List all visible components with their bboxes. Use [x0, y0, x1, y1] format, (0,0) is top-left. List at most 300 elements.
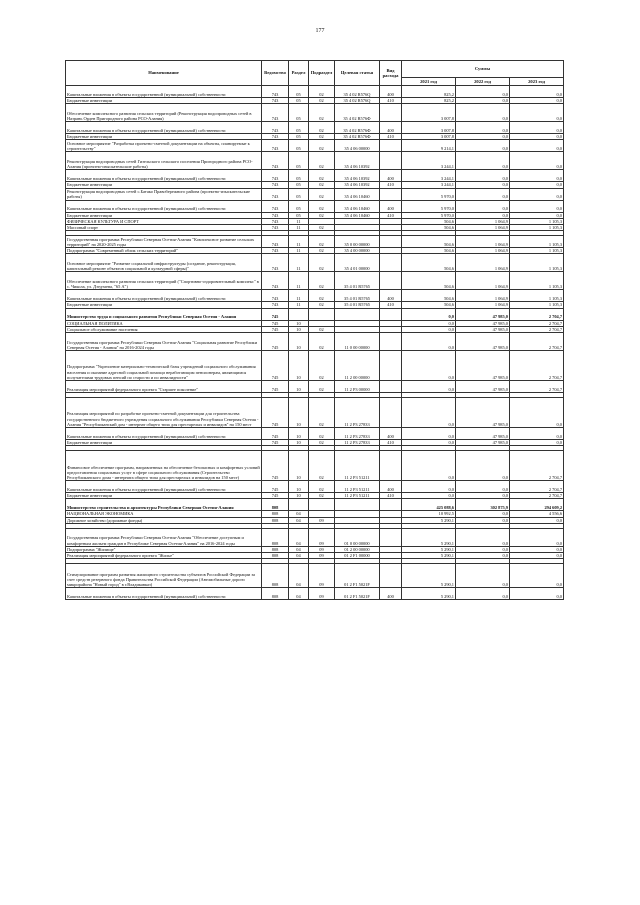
- cell-sum-2022: 1 064,9: [456, 248, 510, 254]
- cell-sum-2023: 2 704,7: [510, 333, 564, 351]
- cell-name: Бюджетные инвестиции: [66, 302, 262, 308]
- cell-target-article: 11 2 P3 51211: [335, 451, 380, 481]
- cell-section: 05: [289, 170, 309, 182]
- cell-ministry: 745: [262, 398, 289, 428]
- cell-sum-2022: 0,0: [456, 140, 510, 152]
- cell-section: 05: [289, 104, 309, 122]
- cell-sum-2021: 5 970,0: [402, 212, 456, 218]
- cell-subsection: 02: [309, 428, 335, 440]
- cell-ministry: 745: [262, 333, 289, 351]
- cell-ministry: 808: [262, 553, 289, 559]
- cell-name: Министерство строительства и архитектуры Республики Северная Осетия-Алания: [66, 499, 262, 511]
- cell-sum-2022: 0,0: [456, 511, 510, 517]
- cell-target-article: 35 4 06 10392: [335, 182, 380, 188]
- cell-sum-2021: 0,0: [402, 481, 456, 493]
- cell-sum-2022: 1 064,9: [456, 302, 510, 308]
- cell-ministry: 745: [262, 351, 289, 381]
- cell-subsection: [309, 308, 335, 320]
- cell-ministry: 743: [262, 134, 289, 140]
- cell-sum-2022: 0,0: [456, 517, 510, 523]
- table-row: [66, 170, 564, 182]
- cell-subsection: 02: [309, 381, 335, 393]
- cell-sum-2021: 3 244,1: [402, 170, 456, 182]
- cell-sum-2021: 504,6: [402, 225, 456, 231]
- cell-sum-2021: 825,2: [402, 98, 456, 104]
- cell-name: Обеспечение комплексного развития сельских территорий (Реконструкция водопроводных сетей в Назрань Орден Пригородного района РСО-Алания): [66, 104, 262, 122]
- cell-ministry: 745: [262, 428, 289, 440]
- cell-target-article: 11 2 P3 27833: [335, 440, 380, 446]
- header-expense-type: Вид расхода: [380, 61, 402, 86]
- cell-target-article: 11 2 P3 27833: [335, 398, 380, 428]
- header-year-2021: 2021 год: [402, 78, 456, 86]
- cell-sum-2023: 0,0: [510, 86, 564, 98]
- cell-expense-type: [380, 451, 402, 481]
- cell-sum-2021: 3 007,8: [402, 134, 456, 140]
- header-year-2023: 2023 год: [510, 78, 564, 86]
- cell-name: Основное мероприятие "Развитие социальной инфраструктуры (создание, реконструкция, капитальный ремонт объектов социальной и культурной сферы)": [66, 254, 262, 272]
- cell-section: 11: [289, 218, 309, 224]
- cell-target-article: [335, 499, 380, 511]
- cell-target-article: 35 4 06 10460: [335, 212, 380, 218]
- cell-ministry: 743: [262, 248, 289, 254]
- cell-name: Капитальные вложения в объекты государственной (муниципальной) собственности: [66, 122, 262, 134]
- cell-subsection: [309, 499, 335, 511]
- cell-section: 05: [289, 152, 309, 170]
- cell-sum-2021: 0,0: [402, 428, 456, 440]
- cell-name: Стимулирование программ развития жилищного строительства субъектов Российской Федерации за счет средств резервного фонда Правительства Российской Федерации (Автомобильные дороги микрорайона "Новый город" в г.Владикавказ): [66, 564, 262, 588]
- header-subsection: Подраздел: [309, 61, 335, 86]
- cell-sum-2022: 47 985,0: [456, 326, 510, 332]
- cell-target-article: 35 4 06 10392: [335, 152, 380, 170]
- cell-sum-2022: 0,0: [456, 170, 510, 182]
- cell-sum-2023: 4 556,6: [510, 511, 564, 517]
- cell-subsection: 02: [309, 326, 335, 332]
- cell-sum-2023: 0,0: [510, 200, 564, 212]
- cell-target-article: 35 4 02 R576Ф: [335, 134, 380, 140]
- cell-subsection: 02: [309, 225, 335, 231]
- cell-sum-2023: 0,0: [510, 212, 564, 218]
- cell-subsection: 02: [309, 493, 335, 499]
- cell-section: 05: [289, 122, 309, 134]
- cell-target-article: 35 4 02 R576Q: [335, 98, 380, 104]
- cell-sum-2023: 1 105,3: [510, 302, 564, 308]
- cell-sum-2021: 0,0: [402, 381, 456, 393]
- header-sums: Суммы: [402, 61, 564, 78]
- cell-target-article: 35 4 01 R5765: [335, 290, 380, 302]
- cell-sum-2022: 47 985,0: [456, 308, 510, 320]
- header-year-2022: 2022 год: [456, 78, 510, 86]
- cell-subsection: 02: [309, 248, 335, 254]
- cell-subsection: 02: [309, 333, 335, 351]
- table-body: [66, 86, 564, 600]
- cell-sum-2023: 1 105,3: [510, 248, 564, 254]
- cell-subsection: 02: [309, 254, 335, 272]
- cell-expense-type: 410: [380, 182, 402, 188]
- cell-sum-2023: 0,0: [510, 546, 564, 552]
- cell-section: 10: [289, 440, 309, 446]
- cell-name: Реконструкция водопроводных сетей Гизельского сельского поселения Пригородного района РСО-Алания (проектно-изыскательские работы): [66, 152, 262, 170]
- cell-sum-2023: 0,0: [510, 564, 564, 588]
- cell-target-article: 11 2 P3 51211: [335, 493, 380, 499]
- cell-sum-2023: 0,0: [510, 134, 564, 140]
- cell-sum-2023: 0,0: [510, 588, 564, 600]
- cell-expense-type: 410: [380, 98, 402, 104]
- cell-subsection: 09: [309, 553, 335, 559]
- cell-sum-2022: 0,0: [456, 98, 510, 104]
- cell-ministry: 743: [262, 170, 289, 182]
- cell-name: Реализация мероприятий по разработке проектно-сметной документации для строительства государственного бюджетного учреждения социального обслуживания Республики Северная Осетия - Алания "Республиканский дом - интернат общего типа для престарелых и инвалидов" на 150 мест: [66, 398, 262, 428]
- cell-name: Реализация мероприятий федерального проекта "Жилье": [66, 553, 262, 559]
- cell-sum-2021: 5 970,0: [402, 200, 456, 212]
- cell-sum-2021: 0,0: [402, 440, 456, 446]
- page-number: 177: [315, 28, 325, 34]
- cell-subsection: 02: [309, 351, 335, 381]
- cell-name: Бюджетные инвестиции: [66, 134, 262, 140]
- cell-section: 04: [289, 511, 309, 517]
- cell-target-article: 01 2 F1 00000: [335, 553, 380, 559]
- cell-sum-2021: 0,0: [402, 451, 456, 481]
- cell-sum-2022: 0,0: [456, 182, 510, 188]
- cell-subsection: 09: [309, 546, 335, 552]
- cell-sum-2021: 504,6: [402, 236, 456, 248]
- cell-subsection: 02: [309, 134, 335, 140]
- cell-sum-2023: 2 704,7: [510, 351, 564, 381]
- cell-sum-2023: 2 704,7: [510, 381, 564, 393]
- cell-name: Капитальные вложения в объекты государственной (муниципальной) собственности: [66, 170, 262, 182]
- cell-name: Бюджетные инвестиции: [66, 182, 262, 188]
- cell-sum-2022: 0,0: [456, 481, 510, 493]
- cell-ministry: 743: [262, 254, 289, 272]
- cell-subsection: 02: [309, 440, 335, 446]
- cell-sum-2023: 0,0: [510, 428, 564, 440]
- cell-sum-2021: 0,0: [402, 320, 456, 326]
- cell-target-article: 01 0 00 00000: [335, 528, 380, 546]
- cell-section: [289, 499, 309, 511]
- cell-ministry: 808: [262, 546, 289, 552]
- cell-expense-type: [380, 236, 402, 248]
- table-row: [66, 308, 564, 320]
- cell-name: Капитальные вложения в объекты государственной (муниципальной) собственности: [66, 86, 262, 98]
- cell-sum-2021: 5 970,0: [402, 188, 456, 200]
- cell-section: 05: [289, 134, 309, 140]
- header-section: Раздел: [289, 61, 309, 86]
- cell-subsection: 02: [309, 451, 335, 481]
- cell-expense-type: 410: [380, 212, 402, 218]
- cell-sum-2021: 0,0: [402, 308, 456, 320]
- cell-sum-2023: 1 105,3: [510, 236, 564, 248]
- cell-sum-2021: 3 244,1: [402, 182, 456, 188]
- cell-section: 10: [289, 326, 309, 332]
- cell-sum-2023: 0,0: [510, 528, 564, 546]
- cell-section: 05: [289, 200, 309, 212]
- cell-name: Бюджетные инвестиции: [66, 493, 262, 499]
- cell-section: 04: [289, 546, 309, 552]
- cell-expense-type: 410: [380, 493, 402, 499]
- cell-name: Основное мероприятие "Разработка проектно-сметной документации на объекты, планируемые к строительству": [66, 140, 262, 152]
- cell-ministry: 743: [262, 86, 289, 98]
- cell-subsection: 02: [309, 200, 335, 212]
- cell-sum-2023: 2 704,7: [510, 493, 564, 499]
- cell-name: Капитальные вложения в объекты государственной (муниципальной) собственности: [66, 428, 262, 440]
- cell-expense-type: [380, 104, 402, 122]
- table-row: [66, 272, 564, 290]
- cell-expense-type: [380, 254, 402, 272]
- cell-section: 11: [289, 236, 309, 248]
- cell-section: 10: [289, 333, 309, 351]
- cell-sum-2021: 0,0: [402, 351, 456, 381]
- cell-sum-2022: 0,0: [456, 564, 510, 588]
- cell-section: 11: [289, 302, 309, 308]
- table-row: [66, 86, 564, 98]
- table-row: [66, 351, 564, 381]
- cell-expense-type: [380, 351, 402, 381]
- cell-ministry: 808: [262, 517, 289, 523]
- cell-sum-2023: 2 704,7: [510, 326, 564, 332]
- cell-sum-2021: 3 007,8: [402, 104, 456, 122]
- cell-sum-2022: 47 985,0: [456, 440, 510, 446]
- cell-sum-2022: 0,0: [456, 553, 510, 559]
- cell-ministry: 808: [262, 499, 289, 511]
- cell-subsection: 02: [309, 98, 335, 104]
- cell-sum-2023: 1 105,3: [510, 290, 564, 302]
- cell-ministry: 743: [262, 218, 289, 224]
- cell-expense-type: 400: [380, 200, 402, 212]
- cell-section: 05: [289, 86, 309, 98]
- cell-sum-2021: 425 088,6: [402, 499, 456, 511]
- cell-subsection: 09: [309, 517, 335, 523]
- cell-name: Финансовое обеспечение программ, направленных на обеспечение безопасных и комфортных условий предоставления социальных услуг в сфере социального обслуживания (Строительство Республиканского дома - интерната общего типа для престарелых и инвалидов на 150 мест): [66, 451, 262, 481]
- table-row: [66, 152, 564, 170]
- cell-sum-2022: 0,0: [456, 588, 510, 600]
- cell-name: Подпрограмма "Укрепление материально-технической базы учреждений социального обслуживания населения и оказание адресной социальной помощи неработающим пенсионерам, являющимся получателями трудовых пенсий по старости и по инвалидности": [66, 351, 262, 381]
- table-row: [66, 499, 564, 511]
- cell-expense-type: [380, 140, 402, 152]
- cell-sum-2021: 504,6: [402, 254, 456, 272]
- cell-sum-2023: 1 105,3: [510, 254, 564, 272]
- cell-target-article: 01 2 F1 5021F: [335, 564, 380, 588]
- cell-ministry: 745: [262, 320, 289, 326]
- cell-ministry: 808: [262, 528, 289, 546]
- cell-expense-type: [380, 272, 402, 290]
- cell-name: Социальное обслуживание населения: [66, 326, 262, 332]
- cell-name: Капитальные вложения в объекты государственной (муниципальной) собственности: [66, 588, 262, 600]
- cell-ministry: 743: [262, 272, 289, 290]
- cell-section: 10: [289, 351, 309, 381]
- cell-ministry: 743: [262, 152, 289, 170]
- cell-ministry: 743: [262, 200, 289, 212]
- cell-sum-2023: 2 704,7: [510, 451, 564, 481]
- cell-sum-2021: 5 290,1: [402, 528, 456, 546]
- cell-sum-2023: 0,0: [510, 188, 564, 200]
- cell-target-article: 11 2 P3 51211: [335, 481, 380, 493]
- header-name: Наименование: [66, 61, 262, 86]
- cell-name: Государственная программа Республики Северная Осетия-Алания "Социальная развитие Республики Северная Осетия - Алания" на 2016-2024 годы: [66, 333, 262, 351]
- cell-target-article: 11 2 00 00000: [335, 351, 380, 381]
- cell-section: 10: [289, 398, 309, 428]
- cell-sum-2021: 504,6: [402, 272, 456, 290]
- table-row: [66, 398, 564, 428]
- cell-ministry: 745: [262, 451, 289, 481]
- table-row: [66, 333, 564, 351]
- cell-expense-type: [380, 528, 402, 546]
- cell-ministry: 743: [262, 122, 289, 134]
- cell-name: ФИЗИЧЕСКАЯ КУЛЬТУРА И СПОРТ: [66, 218, 262, 224]
- cell-sum-2022: 0,0: [456, 86, 510, 98]
- cell-sum-2021: 5 290,1: [402, 564, 456, 588]
- cell-ministry: 745: [262, 381, 289, 393]
- cell-sum-2023: 1 105,3: [510, 218, 564, 224]
- cell-section: 05: [289, 182, 309, 188]
- cell-target-article: [335, 308, 380, 320]
- cell-sum-2022: 0,0: [456, 152, 510, 170]
- cell-section: 04: [289, 553, 309, 559]
- cell-section: 04: [289, 528, 309, 546]
- cell-ministry: 808: [262, 564, 289, 588]
- cell-expense-type: [380, 308, 402, 320]
- cell-section: 05: [289, 140, 309, 152]
- cell-target-article: 11 2 P3 27833: [335, 428, 380, 440]
- cell-ministry: 745: [262, 326, 289, 332]
- cell-sum-2022: 1 064,9: [456, 254, 510, 272]
- cell-subsection: 02: [309, 481, 335, 493]
- cell-sum-2021: 0,0: [402, 398, 456, 428]
- table-row: [66, 104, 564, 122]
- cell-sum-2022: 0,0: [456, 200, 510, 212]
- cell-name: Массовый спорт: [66, 225, 262, 231]
- cell-expense-type: 400: [380, 481, 402, 493]
- cell-name: Капитальные вложения в объекты государственной (муниципальной) собственности: [66, 481, 262, 493]
- cell-sum-2023: 2 704,7: [510, 308, 564, 320]
- table-row: [66, 481, 564, 493]
- cell-name: СОЦИАЛЬНАЯ ПОЛИТИКА: [66, 320, 262, 326]
- cell-sum-2021: 5 290,1: [402, 546, 456, 552]
- table-row: [66, 290, 564, 302]
- cell-section: 11: [289, 225, 309, 231]
- cell-ministry: 745: [262, 481, 289, 493]
- cell-sum-2021: 9 214,1: [402, 140, 456, 152]
- cell-subsection: 02: [309, 86, 335, 98]
- cell-section: 04: [289, 588, 309, 600]
- cell-ministry: 743: [262, 188, 289, 200]
- cell-subsection: 02: [309, 236, 335, 248]
- cell-expense-type: 400: [380, 170, 402, 182]
- cell-sum-2022: 0,0: [456, 528, 510, 546]
- cell-target-article: 35 4 01 R5765: [335, 302, 380, 308]
- cell-expense-type: 400: [380, 588, 402, 600]
- cell-subsection: 09: [309, 528, 335, 546]
- cell-ministry: 743: [262, 182, 289, 188]
- cell-subsection: 02: [309, 170, 335, 182]
- cell-expense-type: 400: [380, 290, 402, 302]
- cell-section: 11: [289, 254, 309, 272]
- table-row: [66, 381, 564, 393]
- cell-subsection: 09: [309, 588, 335, 600]
- cell-sum-2022: 1 064,9: [456, 290, 510, 302]
- cell-ministry: 745: [262, 440, 289, 446]
- cell-sum-2023: 1 105,3: [510, 225, 564, 231]
- cell-sum-2021: 5 290,1: [402, 588, 456, 600]
- cell-target-article: 35 4 02 R576Q: [335, 86, 380, 98]
- cell-name: Подпрограмма "Современный облик сельских территорий": [66, 248, 262, 254]
- cell-ministry: 745: [262, 493, 289, 499]
- cell-ministry: 743: [262, 104, 289, 122]
- cell-ministry: 743: [262, 98, 289, 104]
- cell-ministry: 808: [262, 511, 289, 517]
- cell-subsection: 02: [309, 182, 335, 188]
- cell-section: 10: [289, 481, 309, 493]
- cell-sum-2021: 504,6: [402, 248, 456, 254]
- table-row: [66, 254, 564, 272]
- cell-sum-2023: 0,0: [510, 170, 564, 182]
- cell-target-article: 35 4 06 00000: [335, 140, 380, 152]
- cell-target-article: 35 4 02 R576Ф: [335, 122, 380, 134]
- cell-section: 10: [289, 381, 309, 393]
- cell-name: Подпрограмма "Жилище": [66, 546, 262, 552]
- table-row: [66, 200, 564, 212]
- cell-sum-2022: 0,0: [456, 546, 510, 552]
- cell-section: [289, 308, 309, 320]
- cell-sum-2021: 10 992,5: [402, 511, 456, 517]
- cell-sum-2022: 0,0: [456, 188, 510, 200]
- cell-sum-2023: 0,0: [510, 104, 564, 122]
- cell-name: Капитальные вложения в объекты государственной (муниципальной) собственности: [66, 200, 262, 212]
- cell-expense-type: [380, 333, 402, 351]
- cell-ministry: 743: [262, 212, 289, 218]
- table-row: [66, 188, 564, 200]
- cell-name: Бюджетные инвестиции: [66, 440, 262, 446]
- cell-sum-2021: 504,6: [402, 290, 456, 302]
- table-row: [66, 588, 564, 600]
- cell-sum-2022: 0,0: [456, 493, 510, 499]
- cell-sum-2022: 1 064,9: [456, 272, 510, 290]
- cell-section: 10: [289, 428, 309, 440]
- cell-target-article: 35 4 06 10392: [335, 170, 380, 182]
- cell-sum-2021: 0,0: [402, 333, 456, 351]
- cell-target-article: 01 2 F1 5021F: [335, 588, 380, 600]
- cell-section: 05: [289, 188, 309, 200]
- cell-expense-type: [380, 564, 402, 588]
- cell-ministry: 745: [262, 308, 289, 320]
- cell-sum-2021: 0,0: [402, 326, 456, 332]
- cell-ministry: 743: [262, 290, 289, 302]
- cell-section: 10: [289, 451, 309, 481]
- cell-target-article: 35 4 02 R576Ф: [335, 104, 380, 122]
- cell-sum-2022: 0,0: [456, 104, 510, 122]
- cell-subsection: 02: [309, 188, 335, 200]
- cell-name: Реконструкция водопроводных сетей с.Батако Правобережного района (проектно-изыскательские работы): [66, 188, 262, 200]
- cell-subsection: 02: [309, 122, 335, 134]
- cell-expense-type: 410: [380, 134, 402, 140]
- cell-expense-type: [380, 152, 402, 170]
- cell-name: Дорожное хозяйство (дорожные фонды): [66, 517, 262, 523]
- cell-section: 11: [289, 290, 309, 302]
- cell-ministry: 743: [262, 225, 289, 231]
- cell-sum-2023: 0,0: [510, 553, 564, 559]
- cell-sum-2021: 3 244,1: [402, 152, 456, 170]
- cell-target-article: 35 4 01 R5765: [335, 272, 380, 290]
- cell-sum-2022: 1 064,9: [456, 218, 510, 224]
- cell-sum-2022: 0,0: [456, 134, 510, 140]
- cell-sum-2023: 0,0: [510, 98, 564, 104]
- cell-sum-2022: 0,0: [456, 451, 510, 481]
- budget-table: [65, 60, 564, 600]
- cell-sum-2023: 0,0: [510, 517, 564, 523]
- cell-expense-type: [380, 188, 402, 200]
- cell-name: Государственная программа Республики Северная Осетия-Алания "Комплексное развитие сельских территорий" на 2020-2025 годы: [66, 236, 262, 248]
- cell-ministry: 743: [262, 140, 289, 152]
- cell-expense-type: [380, 398, 402, 428]
- cell-expense-type: 410: [380, 302, 402, 308]
